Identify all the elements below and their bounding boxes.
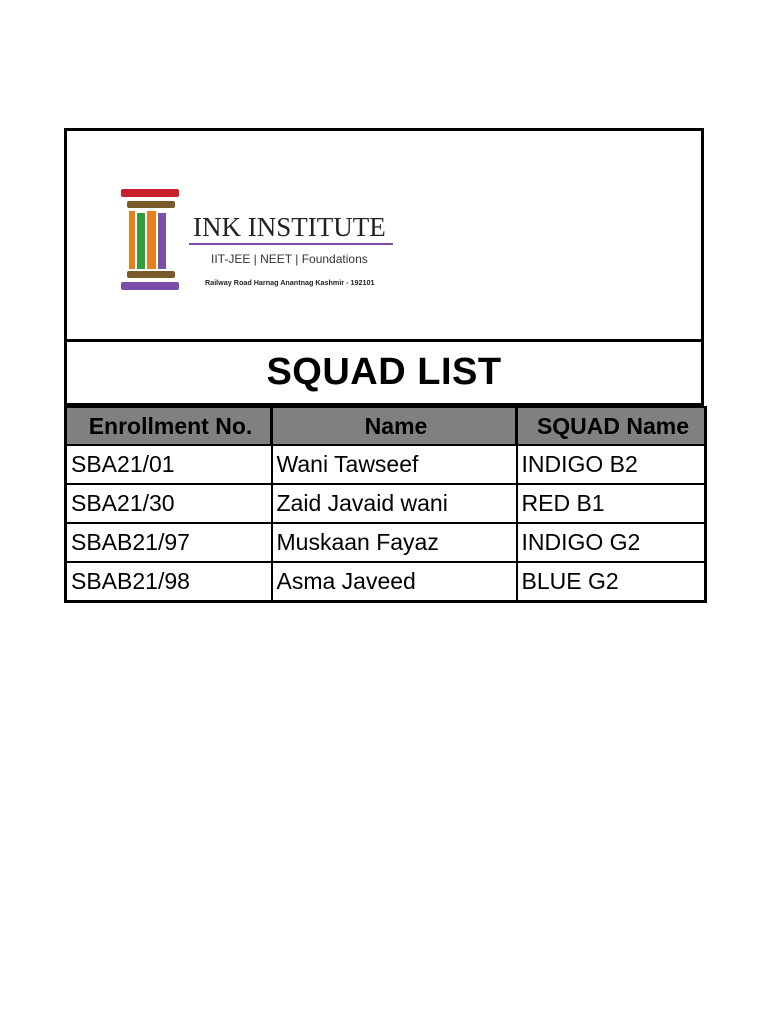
- cell-squad: BLUE G2: [517, 562, 706, 602]
- cell-name: Asma Javeed: [272, 562, 517, 602]
- page-title: SQUAD LIST: [266, 351, 502, 393]
- cell-squad: INDIGO G2: [517, 523, 706, 562]
- squad-list-sheet: [64, 128, 704, 603]
- cell-squad: INDIGO B2: [517, 445, 706, 484]
- cell-enrollment: SBA21/01: [66, 445, 272, 484]
- header-enrollment: Enrollment No.: [66, 407, 272, 445]
- cell-name: Zaid Javaid wani: [272, 484, 517, 523]
- logo-rule: [189, 243, 393, 245]
- logo-name: INK INSTITUTE: [193, 212, 386, 242]
- logo-tagline: IIT-JEE | NEET | Foundations: [211, 252, 368, 266]
- title-banner: [64, 342, 704, 406]
- header-name: Name: [272, 407, 517, 445]
- ink-institute-logo: [119, 187, 419, 297]
- book-stack-icon: [121, 189, 179, 290]
- cell-name: Wani Tawseef: [272, 445, 517, 484]
- cell-enrollment: SBAB21/97: [66, 523, 272, 562]
- table-row: [66, 484, 706, 523]
- logo-address: Railway Road Harnag Anantnag Kashmir - 192101: [205, 278, 375, 287]
- squad-table: [64, 406, 707, 603]
- table-row: [66, 562, 706, 602]
- cell-enrollment: SBA21/30: [66, 484, 272, 523]
- table-row: [66, 523, 706, 562]
- cell-squad: RED B1: [517, 484, 706, 523]
- cell-name: Muskaan Fayaz: [272, 523, 517, 562]
- table-row: [66, 445, 706, 484]
- table-header-row: [66, 407, 706, 445]
- header-squad-name: SQUAD Name: [517, 407, 706, 445]
- logo-header: [64, 128, 704, 342]
- cell-enrollment: SBAB21/98: [66, 562, 272, 602]
